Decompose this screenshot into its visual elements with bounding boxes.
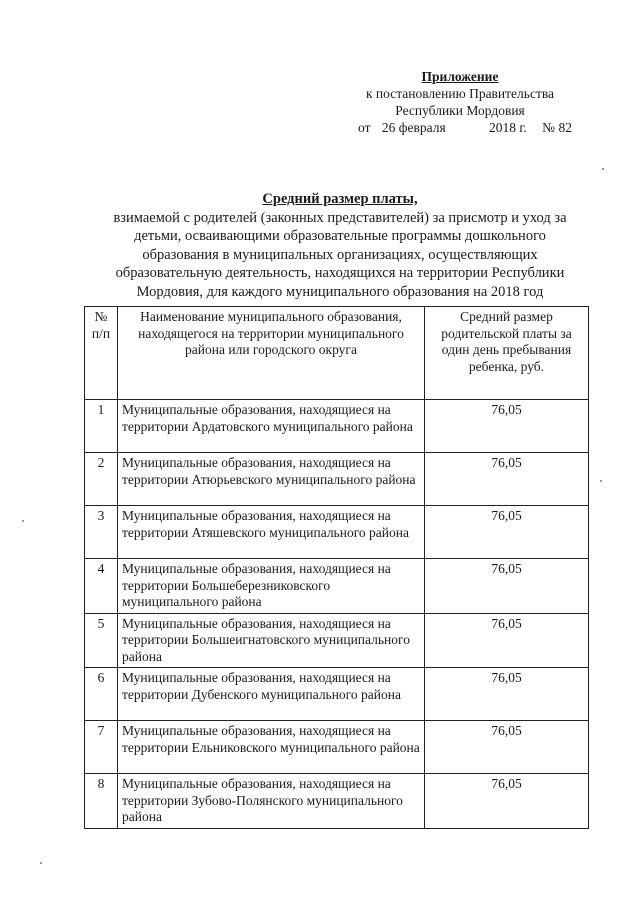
table-header-row	[85, 307, 589, 400]
row-fee: 76,05	[425, 506, 589, 559]
row-municipality: Муниципальные образования, находящиеся на территории Большеберезниковского муниципального района	[118, 559, 425, 614]
header-number: № п/п	[85, 307, 118, 400]
scan-speck	[40, 862, 42, 864]
row-fee: 76,05	[425, 721, 589, 774]
row-fee: 76,05	[425, 774, 589, 829]
row-number: 1	[85, 400, 118, 453]
row-municipality: Муниципальные образования, находящиеся на территории Зубово-Полянского муниципального района	[118, 774, 425, 829]
date-month: февраля	[398, 120, 446, 135]
table-row	[85, 668, 589, 721]
row-number: 7	[85, 721, 118, 774]
document-number: 82	[558, 120, 572, 135]
row-fee: 76,05	[425, 559, 589, 614]
date-from: от	[358, 120, 371, 135]
date-day: 26	[381, 120, 396, 135]
table-row	[85, 613, 589, 668]
row-municipality: Муниципальные образования, находящиеся на территории Атяшевского муниципального района	[118, 506, 425, 559]
row-fee: 76,05	[425, 453, 589, 506]
fee-table	[84, 306, 589, 829]
row-municipality: Муниципальные образования, находящиеся на территории Большеигнатовского муниципального района	[118, 613, 425, 668]
appendix-line-1: к постановлению Правительства	[365, 86, 555, 101]
row-fee: 76,05	[425, 668, 589, 721]
title-line-2: взимаемой с родителей (законных представителей) за присмотр и уход за	[113, 209, 567, 226]
row-municipality: Муниципальные образования, находящиеся на территории Атюрьевского муниципального района	[118, 453, 425, 506]
row-fee: 76,05	[425, 613, 589, 668]
date-year: 2018	[489, 120, 517, 135]
row-municipality: Муниципальные образования, находящиеся на территории Ельниковского муниципального района	[118, 721, 425, 774]
row-municipality: Муниципальные образования, находящиеся на территории Ардатовского муниципального района	[118, 400, 425, 453]
row-number: 2	[85, 453, 118, 506]
row-number: 6	[85, 668, 118, 721]
number-sign: №	[542, 120, 556, 135]
appendix-date-line	[330, 119, 590, 136]
row-fee: 76,05	[425, 400, 589, 453]
row-number: 3	[85, 506, 118, 559]
title-line-3: детьми, осваивающими образовательные программы дошкольного	[134, 228, 546, 244]
document-title	[90, 190, 590, 301]
row-number: 8	[85, 774, 118, 829]
table-row	[85, 400, 589, 453]
table-row	[85, 774, 589, 829]
table-row	[85, 506, 589, 559]
row-municipality: Муниципальные образования, находящиеся на территории Дубенского муниципального района	[118, 668, 425, 721]
title-line-5: образовательную деятельность, находящихся на территории Республики	[115, 265, 565, 281]
date-year-suffix: г.	[519, 120, 527, 135]
table-row	[85, 721, 589, 774]
appendix-header	[330, 68, 590, 136]
title-line-1: Средний размер платы,	[262, 191, 418, 207]
title-line-4: образования в муниципальных организациях, осуществляющих	[142, 246, 538, 263]
appendix-title: Приложение	[421, 69, 499, 84]
row-number: 5	[85, 613, 118, 668]
row-number: 4	[85, 559, 118, 614]
scan-speck	[22, 520, 24, 522]
table-row	[85, 453, 589, 506]
header-municipality: Наименование муниципального образования, находящегося на территории муниципального района или городского округа	[118, 307, 425, 400]
header-fee: Средний размер родительской платы за один день пребывания ребенка, руб.	[425, 307, 589, 400]
scan-speck	[602, 168, 604, 170]
scan-speck	[600, 480, 602, 482]
appendix-line-2: Республики Мордовия	[395, 103, 525, 118]
title-line-6: Мордовия, для каждого муниципального образования на 2018 год	[136, 283, 544, 300]
table-row	[85, 559, 589, 614]
